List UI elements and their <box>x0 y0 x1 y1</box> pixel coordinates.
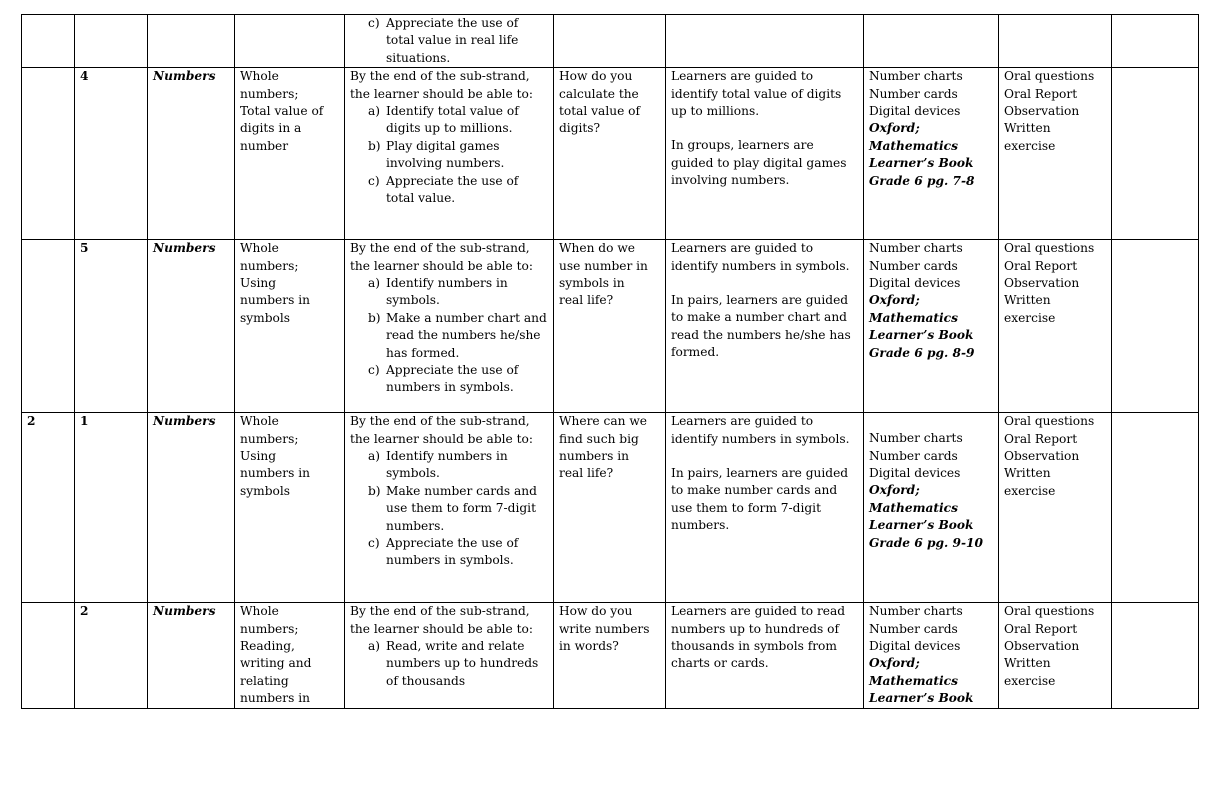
table-row <box>22 68 1199 240</box>
outcome-item: b) Make a number chart and read the numbers he/she has formed. <box>368 310 547 360</box>
outcome-item: b) Make number cards and use them to form 7-digit numbers. <box>368 483 537 533</box>
strand-cell: Numbers <box>148 68 235 240</box>
sub-strand-cell: Whole numbers; Using numbers in symbols <box>235 240 345 413</box>
outcome-item: c) Appreciate the use of total value. <box>368 173 519 206</box>
learning-outcomes-cell: By the end of the sub-strand, the learner should be able to: a) Read, write and relate numbers up to hundreds of thousands <box>345 603 554 709</box>
remarks-cell <box>1112 603 1199 709</box>
learning-experiences-cell: Learners are guided to identify numbers in symbols. In pairs, learners are guided to make a number chart and read the numbers he/she has formed. <box>666 240 864 413</box>
outcome-item: a) Identify numbers in symbols. <box>368 449 508 481</box>
learning-outcomes-cell: By the end of the sub-strand, the learner should be able to: a) Identify numbers in symbols. b) Make number cards and use them to form 7-digit numbers. c) Appreciate the use of numbers in symbols. <box>345 413 554 603</box>
remarks-cell <box>1112 68 1199 240</box>
sub-strand-cell <box>235 15 345 68</box>
resources-cell: Number charts Number cards Digital devices Oxford; Mathematics Learner’s Book Grade 6 pg. 8-9 <box>864 240 999 413</box>
inquiry-question-cell: When do we use number in symbols in real life? <box>554 240 666 413</box>
strand-cell <box>148 15 235 68</box>
outcome-item: c) Appreciate the use of numbers in symbols. <box>368 363 519 395</box>
remarks-cell <box>1112 240 1199 413</box>
outcome-item: a) Identify total value of digits up to millions. <box>368 104 519 136</box>
assessment-cell: Oral questions Oral Report Observation Written exercise <box>999 240 1112 413</box>
lesson-cell: 1 <box>75 413 148 603</box>
textbook-reference: Oxford; Mathematics Learner’s Book Grade 6 pg. 8-9 <box>869 293 975 360</box>
strand-cell: Numbers <box>148 413 235 603</box>
lesson-cell: 4 <box>75 68 148 240</box>
sub-strand-cell: Whole numbers; Using numbers in symbols <box>235 413 345 603</box>
lesson-cell <box>75 15 148 68</box>
scheme-of-work-table <box>21 14 1199 709</box>
week-cell <box>22 15 75 68</box>
assessment-cell: Oral questions Oral Report Observation Written exercise <box>999 413 1112 603</box>
resources-cell: Number charts Number cards Digital devices Oxford; Mathematics Learner’s Book Grade 6 pg. 7-8 <box>864 68 999 240</box>
week-cell: 2 <box>22 413 75 603</box>
outcome-item: c) Appreciate the use of numbers in symbols. <box>368 536 519 568</box>
learning-outcomes-cell <box>345 15 554 68</box>
table-row <box>22 603 1199 709</box>
lesson-cell: 5 <box>75 240 148 413</box>
week-cell <box>22 240 75 413</box>
remarks-cell <box>1112 15 1199 68</box>
strand-cell: Numbers <box>148 603 235 709</box>
learning-experiences-cell: Learners are guided to identify total value of digits up to millions. In groups, learners are guided to play digital games involving numbers. <box>666 68 864 240</box>
learning-experiences-cell: Learners are guided to identify numbers in symbols. In pairs, learners are guided to make number cards and use them to form 7-digit numbers. <box>666 413 864 603</box>
table-row <box>22 15 1199 68</box>
learning-experiences-cell: Learners are guided to read numbers up to hundreds of thousands in symbols from charts or cards. <box>666 603 864 709</box>
week-cell <box>22 603 75 709</box>
textbook-reference: Oxford; Mathematics Learner’s Book <box>869 656 974 706</box>
inquiry-question-cell: Where can we find such big numbers in real life? <box>554 413 666 603</box>
resources-cell: Number charts Number cards Digital devices Oxford; Mathematics Learner’s Book <box>864 603 999 709</box>
textbook-reference: Oxford; Mathematics Learner’s Book Grade 6 pg. 9-10 <box>869 483 983 550</box>
learning-experiences-cell <box>666 15 864 68</box>
textbook-reference: Oxford; Mathematics Learner’s Book Grade 6 pg. 7-8 <box>869 121 975 188</box>
assessment-cell <box>999 15 1112 68</box>
lesson-cell: 2 <box>75 603 148 709</box>
outcome-item: a) Read, write and relate numbers up to hundreds of thousands <box>368 639 539 688</box>
remarks-cell <box>1112 413 1199 603</box>
learning-outcomes-cell: By the end of the sub-strand, the learner should be able to: a) Identify numbers in symbols. b) Make a number chart and read the numbers he/she has formed. c) Appreciate the use of numbers in symbols. <box>345 240 554 413</box>
table-row <box>22 413 1199 603</box>
strand-cell: Numbers <box>148 240 235 413</box>
sub-strand-cell: Whole numbers; Reading, writing and relating numbers in <box>235 603 345 709</box>
outcome-item: c) Appreciate the use of total value in real life situations. <box>368 16 519 65</box>
learning-outcomes-cell: By the end of the sub-strand, the learner should be able to: a) Identify total value of digits up to millions. b) Play digital games involving numbers. c) Appreciate the use of total value. <box>345 68 554 240</box>
assessment-cell: Oral questions Oral Report Observation Written exercise <box>999 603 1112 709</box>
inquiry-question-cell: How do you write numbers in words? <box>554 603 666 709</box>
week-cell <box>22 68 75 240</box>
resources-cell: Number charts Number cards Digital devices Oxford; Mathematics Learner’s Book Grade 6 pg. 9-10 <box>864 413 999 603</box>
sub-strand-cell: Whole numbers; Total value of digits in a number <box>235 68 345 240</box>
inquiry-question-cell: How do you calculate the total value of digits? <box>554 68 666 240</box>
inquiry-question-cell <box>554 15 666 68</box>
resources-cell <box>864 15 999 68</box>
outcome-item: b) Play digital games involving numbers. <box>368 138 505 171</box>
assessment-cell: Oral questions Oral Report Observation Written exercise <box>999 68 1112 240</box>
outcome-item: a) Identify numbers in symbols. <box>368 276 508 308</box>
table-row <box>22 240 1199 413</box>
